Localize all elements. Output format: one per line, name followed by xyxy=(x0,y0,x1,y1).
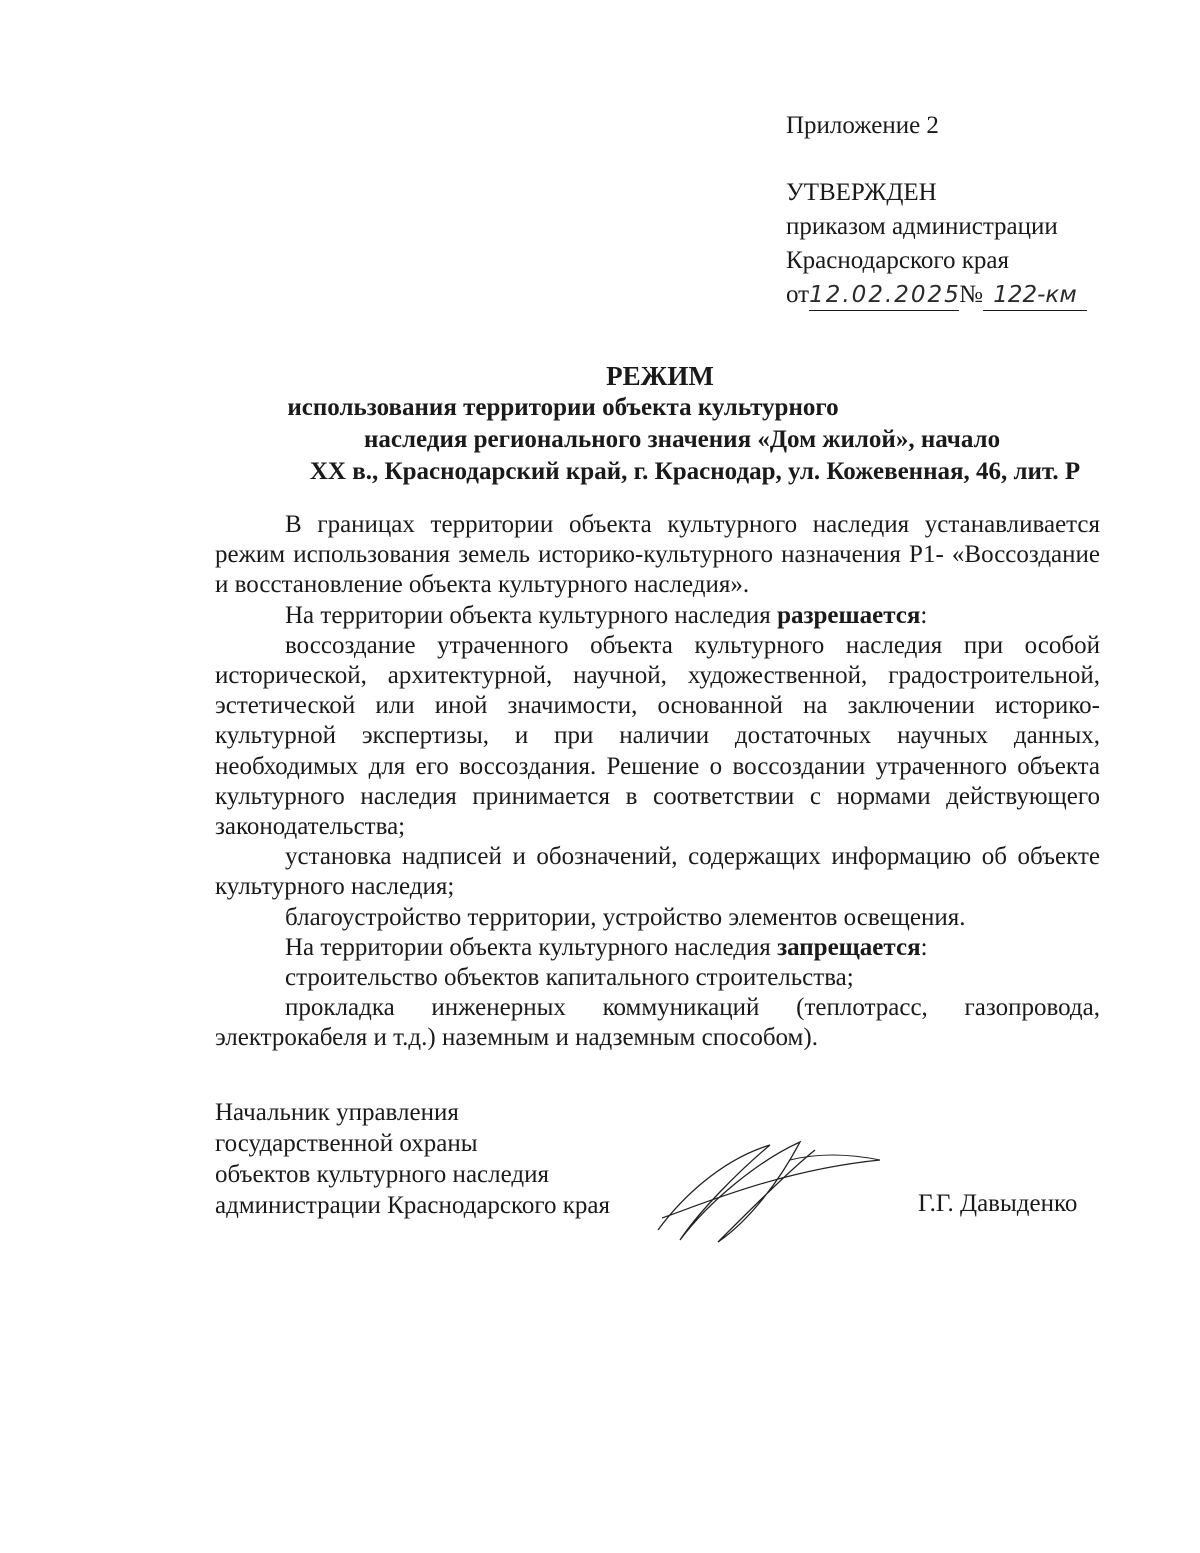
paragraph-allowed-1: воссоздание утраченного объекта культурного наследия при особой исторической, архитектурной, научной, художественной, градостроительной, эстетической или иной значимости, основанной на заключении историко-культурной экспертизы, и при наличии достаточных научных данных, необходимых для его воссоздания. Решение о воссоздании утраченного объекта культурного наследия принимается в соответствии с нормами действующего законодательства; xyxy=(215,631,1100,841)
paragraph-allowed-heading xyxy=(215,601,1100,631)
title-line1: использования территории объекта культурного xyxy=(287,394,839,421)
approval-line3: Краснодарского края xyxy=(786,247,1009,274)
title-line2: наследия регионального значения «Дом жилой», начало xyxy=(364,426,1001,453)
approval-title: УТВЕРЖДЕН xyxy=(786,179,937,206)
position-line3: объектов культурного наследия xyxy=(215,1161,549,1188)
number-label: № xyxy=(959,281,983,308)
title-main: РЕЖИМ xyxy=(606,361,714,391)
title-line3: XX в., Краснодарский край, г. Краснодар, ул. Кожевенная, 46, лит. Р xyxy=(309,458,1081,485)
order-number: 122-км xyxy=(983,280,1087,311)
signer-name: Г.Г. Давыденко xyxy=(918,1190,1078,1217)
order-date: 12.02.2025 xyxy=(809,280,959,311)
prohibited-prefix: На территории объекта культурного наследия xyxy=(285,933,778,961)
allowed-prefix: На территории объекта культурного наследия xyxy=(285,601,778,629)
paragraph-prohibited-1: строительство объектов капитального строительства; xyxy=(285,964,854,992)
prohibited-keyword: запрещается xyxy=(777,933,921,961)
paragraph-prohibited-heading xyxy=(215,933,1100,963)
allowed-suffix: : xyxy=(920,601,928,629)
paragraph-1: В границах территории объекта культурного наследия устанавливается режим использования земель историко-культурного назначения Р1- «Воссоздание и восстановление объекта культурного наследия». xyxy=(215,511,1100,599)
from-label: от xyxy=(786,281,810,308)
paragraph-allowed-3: благоустройство территории, устройство элементов освещения. xyxy=(285,903,966,931)
approval-line2: приказом администрации xyxy=(786,213,1058,240)
paragraph-allowed-2: установка надписей и обозначений, содержащих информацию об объекте культурного наследия; xyxy=(215,843,1100,901)
approval-stamp xyxy=(786,176,1087,312)
signatory-position xyxy=(215,1097,610,1221)
paragraph-prohibited-2: прокладка инженерных коммуникаций (теплотрасс, газопровода, электрокабеля и т.д.) наземным и надземным способом). xyxy=(215,994,1100,1052)
position-line4: администрации Краснодарского края xyxy=(215,1192,611,1219)
annex-label: Приложение 2 xyxy=(786,112,939,139)
position-line1: Начальник управления xyxy=(215,1099,459,1126)
allowed-keyword: разрешается xyxy=(777,601,921,629)
document-body xyxy=(215,510,1100,1054)
document-title xyxy=(220,360,1100,488)
position-line2: государственной охраны xyxy=(215,1130,478,1157)
handwritten-signature xyxy=(640,1130,890,1250)
prohibited-suffix: : xyxy=(920,933,928,961)
approval-date-line xyxy=(786,278,1087,312)
